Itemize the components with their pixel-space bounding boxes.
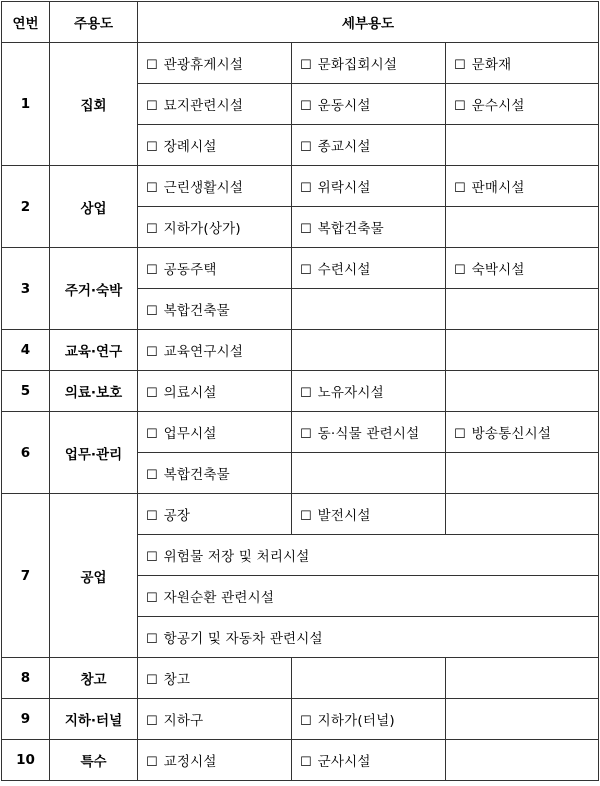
checkbox-icon[interactable]: ☐ [300,99,312,114]
checkbox-icon[interactable]: ☐ [300,263,312,278]
detail-use-label: 복합건축물 [163,467,230,483]
header-detail-use: 세부용도 [138,2,599,43]
main-use: 창고 [50,658,138,699]
table-row [2,740,599,781]
detail-use-label: 자원순환 관련시설 [163,590,275,606]
detail-use-option[interactable] [138,617,599,658]
detail-use-label: 숙박시설 [471,262,525,278]
main-use: 주거·숙박 [50,248,138,330]
detail-use-label: 종교시설 [317,139,371,155]
detail-use-label: 장례시설 [163,139,217,155]
detail-use-label: 위락시설 [317,180,371,196]
checkbox-icon[interactable]: ☐ [146,550,158,565]
main-use: 상업 [50,166,138,248]
checkbox-icon[interactable]: ☐ [146,427,158,442]
checkbox-icon[interactable]: ☐ [454,427,466,442]
detail-use-label: 지하가(상가) [163,221,241,237]
detail-use-option[interactable] [138,84,292,125]
checkbox-icon[interactable]: ☐ [146,263,158,278]
row-number: 10 [2,740,50,781]
row-number: 2 [2,166,50,248]
detail-use-option[interactable] [292,207,446,248]
checkbox-icon[interactable]: ☐ [146,181,158,196]
checkbox-icon[interactable]: ☐ [454,99,466,114]
table-row [2,658,599,699]
detail-use-option[interactable] [138,535,599,576]
detail-use-label: 지하가(터널) [317,713,395,729]
main-use: 지하·터널 [50,699,138,740]
detail-use-option[interactable] [292,166,446,207]
detail-use-option[interactable] [138,330,292,371]
detail-use-label: 동·식물 관련시설 [317,426,420,442]
checkbox-icon[interactable]: ☐ [300,181,312,196]
detail-use-option[interactable] [292,43,446,84]
checkbox-icon[interactable]: ☐ [146,509,158,524]
row-number: 4 [2,330,50,371]
checkbox-icon[interactable]: ☐ [146,58,158,73]
header-row [2,2,599,43]
checkbox-icon[interactable]: ☐ [146,222,158,237]
detail-use-label: 복합건축물 [163,303,230,319]
checkbox-icon[interactable]: ☐ [146,673,158,688]
detail-use-option[interactable] [292,125,446,166]
detail-use-label: 묘지관련시설 [163,98,244,114]
detail-use-option[interactable] [292,248,446,289]
detail-use-label: 발전시설 [317,508,371,524]
detail-use-label: 근린생활시설 [163,180,244,196]
detail-use-option[interactable] [292,84,446,125]
detail-use-option[interactable] [138,207,292,248]
detail-use-option[interactable] [292,494,446,535]
checkbox-icon[interactable]: ☐ [454,181,466,196]
checkbox-icon[interactable]: ☐ [454,263,466,278]
detail-use-option[interactable] [446,412,599,453]
row-number: 5 [2,371,50,412]
detail-use-option[interactable] [138,658,292,699]
empty-cell [446,699,599,740]
detail-use-option[interactable] [292,699,446,740]
checkbox-icon[interactable]: ☐ [300,714,312,729]
detail-use-option[interactable] [446,43,599,84]
empty-cell [446,125,599,166]
row-number: 8 [2,658,50,699]
detail-use-label: 지하구 [163,713,204,729]
empty-cell [446,740,599,781]
main-use: 의료·보호 [50,371,138,412]
empty-cell [292,330,446,371]
detail-use-option[interactable] [292,740,446,781]
table-row [2,371,599,412]
detail-use-label: 의료시설 [163,385,217,401]
checkbox-icon[interactable]: ☐ [146,591,158,606]
empty-cell [446,330,599,371]
checkbox-icon[interactable]: ☐ [146,99,158,114]
checkbox-icon[interactable]: ☐ [146,386,158,401]
checkbox-icon[interactable]: ☐ [146,755,158,770]
detail-use-option[interactable] [138,453,292,494]
checkbox-icon[interactable]: ☐ [146,140,158,155]
detail-use-label: 방송통신시설 [471,426,552,442]
checkbox-icon[interactable]: ☐ [146,714,158,729]
checkbox-icon[interactable]: ☐ [146,345,158,360]
detail-use-option[interactable] [446,166,599,207]
detail-use-label: 운동시설 [317,98,371,114]
table-row [2,699,599,740]
detail-use-label: 교정시설 [163,754,217,770]
checkbox-icon[interactable]: ☐ [454,58,466,73]
table-row [2,412,599,453]
detail-use-label: 문화재 [471,57,512,73]
table-row [2,494,599,535]
detail-use-option[interactable] [138,43,292,84]
header-number: 연번 [2,2,50,43]
detail-use-label: 교육연구시설 [163,344,244,360]
checkbox-icon[interactable]: ☐ [146,468,158,483]
checkbox-icon[interactable]: ☐ [300,386,312,401]
table-row [2,166,599,207]
detail-use-option[interactable] [292,371,446,412]
detail-use-label: 군사시설 [317,754,371,770]
detail-use-label: 복합건축물 [317,221,384,237]
detail-use-option[interactable] [138,576,599,617]
detail-use-option[interactable] [138,125,292,166]
detail-use-option[interactable] [138,494,292,535]
detail-use-label: 운수시설 [471,98,525,114]
detail-use-label: 노유자시설 [317,385,384,401]
row-number: 6 [2,412,50,494]
detail-use-option[interactable] [292,412,446,453]
checkbox-icon[interactable]: ☐ [300,755,312,770]
detail-use-option[interactable] [138,740,292,781]
empty-cell [446,658,599,699]
detail-use-label: 항공기 및 자동차 관련시설 [163,631,323,647]
detail-use-option[interactable] [446,248,599,289]
detail-use-label: 공동주택 [163,262,217,278]
detail-use-label: 업무시설 [163,426,217,442]
detail-use-label: 관광휴게시설 [163,57,244,73]
checkbox-icon[interactable]: ☐ [300,140,312,155]
checkbox-icon[interactable]: ☐ [146,304,158,319]
detail-use-option[interactable] [138,166,292,207]
checkbox-icon[interactable]: ☐ [300,509,312,524]
row-number: 9 [2,699,50,740]
table-body [2,43,599,781]
empty-cell [446,453,599,494]
detail-use-option[interactable] [138,699,292,740]
checkbox-icon[interactable]: ☐ [300,58,312,73]
detail-use-option[interactable] [138,371,292,412]
detail-use-option[interactable] [138,289,292,330]
main-use: 집회 [50,43,138,166]
row-number: 7 [2,494,50,658]
empty-cell [446,371,599,412]
empty-cell [446,207,599,248]
detail-use-label: 판매시설 [471,180,525,196]
table-row [2,248,599,289]
empty-cell [292,658,446,699]
row-number: 3 [2,248,50,330]
main-use: 특수 [50,740,138,781]
row-number: 1 [2,43,50,166]
checkbox-icon[interactable]: ☐ [300,222,312,237]
empty-cell [446,494,599,535]
empty-cell [292,289,446,330]
header-main-use: 주용도 [50,2,138,43]
detail-use-label: 수련시설 [317,262,371,278]
detail-use-option[interactable] [138,248,292,289]
detail-use-label: 창고 [163,672,191,688]
detail-use-option[interactable] [446,84,599,125]
detail-use-option[interactable] [138,412,292,453]
table-row [2,330,599,371]
detail-use-label: 공장 [163,508,191,524]
table-row [2,43,599,84]
empty-cell [446,289,599,330]
detail-use-label: 위험물 저장 및 처리시설 [163,549,310,565]
detail-use-label: 문화집회시설 [317,57,398,73]
empty-cell [292,453,446,494]
main-use: 공업 [50,494,138,658]
building-use-table [1,1,599,781]
main-use: 업무·관리 [50,412,138,494]
checkbox-icon[interactable]: ☐ [300,427,312,442]
checkbox-icon[interactable]: ☐ [146,632,158,647]
main-use: 교육·연구 [50,330,138,371]
